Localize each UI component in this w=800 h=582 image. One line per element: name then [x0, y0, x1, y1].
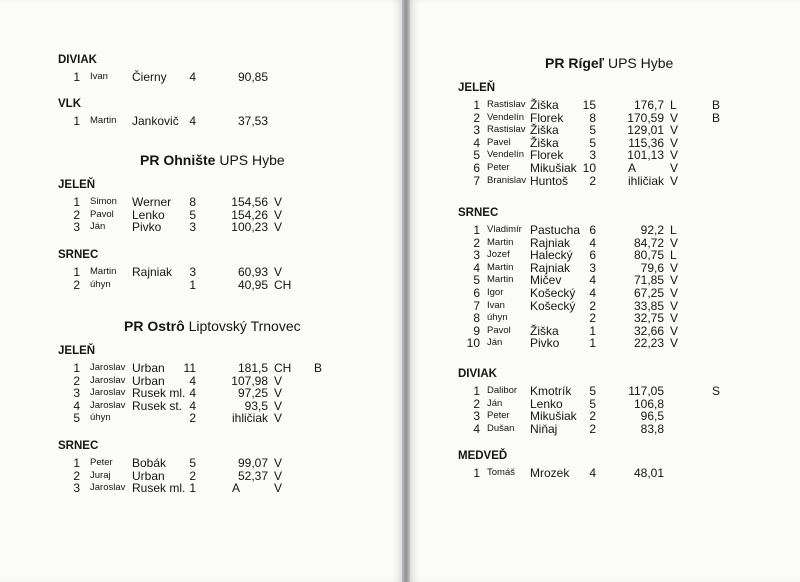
points-cell: 1	[589, 336, 596, 351]
points-cell: 4	[189, 386, 196, 401]
table-row	[458, 384, 721, 398]
last-name-cell: Niňaj	[530, 421, 558, 436]
points-cell: 4	[589, 466, 596, 480]
last-name-cell: Čierny	[132, 70, 167, 84]
rank-cell: 2	[73, 277, 80, 292]
game-category-heading: SRNEC	[58, 440, 99, 452]
table-row	[458, 336, 679, 351]
medal-mark-cell: V	[670, 123, 679, 138]
last-name-cell: Bobák	[132, 456, 167, 470]
rank-cell: 1	[473, 223, 480, 237]
points-cell: 2	[589, 409, 596, 424]
table-row	[58, 277, 292, 292]
medal-mark-cell: V	[670, 298, 679, 313]
rank-cell: 4	[473, 135, 480, 150]
points-cell: 4	[589, 235, 596, 250]
last-name-cell: Mrozek	[530, 466, 570, 480]
first-name-cell: Igor	[487, 286, 504, 298]
rank-cell: 7	[473, 298, 480, 313]
points-cell: 1	[189, 481, 196, 496]
first-name-cell: Peter	[90, 457, 113, 468]
first-name-cell: Martin	[487, 236, 514, 248]
points-cell: 4	[189, 398, 196, 413]
medal-mark-cell: V	[670, 311, 679, 326]
rank-cell: 5	[73, 411, 80, 426]
medal-mark-cell: V	[274, 373, 283, 388]
score-cell: 71,85	[633, 273, 664, 288]
rank-cell: 3	[473, 248, 480, 263]
first-name-cell: Simon	[90, 196, 117, 207]
score-cell: 181,5	[237, 361, 268, 375]
table-row	[458, 285, 679, 300]
score-cell: 67,25	[633, 285, 664, 300]
first-name-cell: Pavel	[487, 136, 511, 148]
first-name-cell: Jaroslav	[90, 387, 126, 399]
points-cell: 8	[189, 195, 196, 209]
score-cell: 83,8	[640, 421, 664, 436]
points-cell: 5	[189, 207, 196, 222]
score-cell: 22,23	[633, 336, 664, 351]
score-cell: 101,13	[627, 148, 664, 163]
last-name-cell: Pastucha	[530, 223, 581, 237]
first-name-cell: Ján	[487, 397, 503, 409]
last-name-cell: Urban	[132, 361, 165, 375]
last-name-cell: Pivko	[132, 220, 162, 235]
medal-mark-cell: V	[274, 481, 283, 496]
score-cell: ihličiak	[628, 173, 665, 188]
trophy-section	[58, 247, 292, 292]
first-name-cell: Ján	[487, 337, 503, 349]
medal-mark-cell: V	[274, 195, 283, 209]
trophy-section	[58, 438, 283, 496]
rank-cell: 3	[73, 481, 80, 496]
medal-mark-cell: V	[274, 220, 283, 235]
table-row	[458, 311, 679, 326]
points-cell: 10	[582, 160, 596, 175]
score-cell: 99,07	[237, 456, 268, 470]
score-cell: 154,56	[231, 195, 268, 209]
game-category-heading: DIVIAK	[458, 368, 497, 380]
last-name-cell: Rajniak	[132, 265, 173, 279]
medal-mark-cell: L	[670, 98, 677, 112]
table-row	[58, 195, 283, 209]
game-category-heading: JELEŇ	[58, 345, 96, 357]
last-name-cell: Urban	[132, 468, 165, 483]
first-name-cell: Martin	[487, 261, 514, 273]
points-cell: 4	[189, 114, 196, 128]
score-cell: 107,98	[231, 373, 268, 388]
table-row	[458, 466, 664, 480]
table-row	[58, 456, 283, 470]
rank-cell: 4	[473, 421, 480, 436]
medal-mark-cell: V	[274, 386, 283, 401]
last-name-cell: Rajniak	[530, 260, 571, 275]
last-name-cell: Mikušiak	[530, 160, 577, 175]
medal-mark-cell: CH	[274, 277, 292, 292]
first-name-cell: Peter	[487, 410, 510, 422]
extra-mark-cell: B	[314, 361, 323, 375]
hunting-ground-title	[140, 152, 285, 168]
medal-mark-cell: V	[274, 411, 283, 426]
first-name-cell: Jaroslav	[90, 399, 126, 411]
table-row	[58, 70, 268, 84]
medal-mark-cell: V	[670, 235, 679, 250]
table-row	[58, 386, 283, 401]
last-name-cell: Florek	[530, 110, 564, 125]
points-cell: 2	[589, 298, 596, 313]
first-name-cell: Jaroslav	[90, 362, 126, 373]
first-name-cell: Jaroslav	[90, 482, 126, 494]
table-row	[58, 220, 283, 235]
rank-cell: 1	[73, 265, 80, 279]
table-row	[58, 411, 283, 426]
extra-mark-cell: S	[712, 384, 721, 398]
score-cell: 84,72	[633, 235, 664, 250]
points-cell: 11	[183, 361, 196, 375]
score-cell: 100,23	[231, 220, 268, 235]
trophy-section	[458, 448, 664, 480]
points-cell: 2	[189, 468, 196, 483]
rank-cell: 4	[73, 398, 80, 413]
table-row	[58, 361, 323, 375]
rank-cell: 9	[473, 323, 480, 338]
medal-mark-cell: V	[274, 398, 283, 413]
score-cell: 117,05	[628, 384, 664, 398]
first-name-cell: Jaroslav	[90, 374, 126, 386]
table-row	[458, 248, 677, 263]
rank-cell: 3	[473, 123, 480, 138]
rank-cell: 6	[473, 285, 480, 300]
score-cell: 60,93	[237, 265, 268, 279]
rank-cell: 3	[73, 386, 80, 401]
hunting-ground-organization: UPS Hybe	[604, 55, 674, 71]
first-name-cell: Dušan	[487, 422, 515, 434]
game-category-heading: DIVIAK	[58, 54, 97, 66]
points-cell: 3	[189, 220, 196, 235]
rank-cell: 1	[473, 98, 480, 112]
last-name-cell: Rusek st.	[132, 398, 183, 413]
rank-cell: 1	[73, 114, 80, 128]
score-cell: 106,8	[633, 396, 664, 411]
rank-cell: 2	[73, 207, 80, 222]
hunting-ground-organization: UPS Hybe	[215, 152, 285, 168]
score-cell: 154,26	[231, 207, 268, 222]
rank-cell: 8	[473, 311, 480, 326]
points-cell: 6	[589, 248, 596, 263]
rank-cell: 5	[473, 148, 480, 163]
rank-cell: 3	[73, 220, 80, 235]
last-name-cell: Lenko	[530, 396, 563, 411]
first-name-cell: Rastislav	[487, 99, 526, 110]
hunting-ground-title	[545, 55, 673, 71]
rank-cell: 2	[73, 468, 80, 483]
rank-cell: 6	[473, 160, 480, 175]
first-name-cell: Ivan	[487, 299, 505, 311]
score-cell: 93,5	[244, 398, 268, 413]
rank-cell: 1	[73, 70, 80, 84]
last-name-cell: Florek	[530, 148, 564, 163]
extra-mark-cell: B	[712, 110, 721, 125]
points-cell: 4	[189, 373, 196, 388]
score-cell: A	[232, 481, 241, 496]
first-name-cell: Pavol	[487, 324, 511, 336]
points-cell: 6	[589, 223, 596, 237]
last-name-cell: Jankovič	[132, 114, 179, 128]
table-row	[458, 98, 721, 112]
first-name-cell: Peter	[487, 161, 510, 173]
table-row	[458, 160, 679, 175]
last-name-cell: Halecký	[530, 248, 573, 263]
score-cell: 79,6	[640, 260, 664, 275]
first-name-cell: úhyn	[90, 412, 111, 424]
score-cell: ihličiak	[232, 411, 269, 426]
last-name-cell: Košecký	[530, 298, 576, 313]
game-category-heading: MEDVEĎ	[458, 450, 508, 462]
last-name-cell: Košecký	[530, 285, 576, 300]
medal-mark-cell: L	[670, 223, 677, 237]
points-cell: 4	[589, 273, 596, 288]
trophy-section	[58, 52, 268, 84]
game-category-heading: JELEŇ	[58, 179, 96, 191]
first-name-cell: Vladimír	[487, 224, 522, 235]
medal-mark-cell: V	[274, 456, 283, 470]
points-cell: 15	[582, 98, 596, 112]
first-name-cell: Pavol	[90, 208, 114, 220]
first-name-cell: úhyn	[90, 278, 111, 290]
table-row	[458, 421, 664, 436]
points-cell: 5	[589, 123, 596, 138]
trophy-section	[58, 96, 268, 128]
rank-cell: 3	[473, 409, 480, 424]
first-name-cell: Vendelín	[487, 149, 524, 161]
medal-mark-cell: V	[670, 273, 679, 288]
score-cell: 176,7	[633, 98, 664, 112]
last-name-cell: Pivko	[530, 336, 560, 351]
points-cell: 5	[589, 135, 596, 150]
points-cell: 3	[589, 260, 596, 275]
first-name-cell: Martin	[90, 115, 117, 126]
table-row	[58, 481, 283, 496]
medal-mark-cell: V	[670, 173, 679, 188]
score-cell: 170,59	[627, 110, 664, 125]
medal-mark-cell: V	[670, 260, 679, 275]
game-category-heading: SRNEC	[458, 207, 499, 219]
last-name-cell: Werner	[132, 195, 172, 209]
last-name-cell: Rusek ml.	[132, 386, 186, 401]
rank-cell: 1	[473, 466, 480, 480]
score-cell: 48,01	[633, 466, 664, 480]
medal-mark-cell: V	[670, 110, 679, 125]
score-cell: 97,25	[237, 386, 268, 401]
game-category-heading: VLK	[58, 98, 81, 110]
first-name-cell: úhyn	[487, 312, 508, 324]
points-cell: 4	[189, 70, 196, 84]
hunting-ground-title	[124, 318, 301, 334]
medal-mark-cell: V	[670, 148, 679, 163]
medal-mark-cell: V	[670, 160, 679, 175]
medal-mark-cell: V	[670, 285, 679, 300]
first-name-cell: Tomáš	[487, 467, 515, 478]
table-row	[58, 114, 268, 128]
rank-cell: 4	[473, 260, 480, 275]
medal-mark-cell: V	[670, 323, 679, 338]
rank-cell: 2	[73, 373, 80, 388]
score-cell: 37,53	[237, 114, 268, 128]
rank-cell: 7	[473, 173, 480, 188]
rank-cell: 1	[73, 456, 80, 470]
medal-mark-cell: V	[670, 336, 679, 351]
trophy-section	[58, 343, 323, 426]
last-name-cell: Žiška	[530, 98, 559, 112]
last-name-cell: Žiška	[530, 323, 559, 338]
hunting-ground-name: PR Ostrô	[124, 318, 185, 334]
rank-cell: 10	[466, 336, 480, 351]
first-name-cell: Dalibor	[487, 385, 518, 396]
score-cell: 32,75	[633, 311, 664, 326]
table-row	[458, 173, 679, 188]
last-name-cell: Mičev	[530, 273, 562, 288]
right-page	[410, 0, 800, 582]
table-row	[58, 265, 283, 279]
points-cell: 3	[589, 148, 596, 163]
score-cell: 32,66	[633, 323, 664, 338]
table-row	[458, 223, 677, 237]
score-cell: 90,85	[237, 70, 268, 84]
rank-cell: 1	[73, 195, 80, 209]
points-cell: 4	[589, 285, 596, 300]
rank-cell: 1	[73, 361, 80, 375]
rank-cell: 2	[473, 396, 480, 411]
trophy-section	[58, 177, 283, 235]
first-name-cell: Martin	[90, 266, 117, 277]
last-name-cell: Žiška	[530, 135, 559, 150]
medal-mark-cell: V	[274, 207, 283, 222]
last-name-cell: Urban	[132, 373, 165, 388]
points-cell: 5	[589, 384, 596, 398]
hunting-ground-organization: Liptovský Trnovec	[184, 318, 301, 334]
hunting-ground-name: PR Rígeľ	[545, 55, 605, 71]
rank-cell: 2	[473, 235, 480, 250]
game-category-heading: JELEŇ	[458, 82, 496, 94]
score-cell: 33,85	[633, 298, 664, 313]
points-cell: 5	[589, 396, 596, 411]
hunting-ground-name: PR Ohnište	[140, 152, 216, 168]
score-cell: 129,01	[627, 123, 664, 138]
last-name-cell: Kmotrík	[530, 384, 572, 398]
last-name-cell: Rajniak	[530, 235, 571, 250]
game-category-heading: SRNEC	[58, 249, 99, 261]
rank-cell: 2	[473, 110, 480, 125]
points-cell: 1	[589, 323, 596, 338]
first-name-cell: Ivan	[90, 71, 108, 82]
points-cell: 2	[589, 173, 596, 188]
points-cell: 2	[589, 421, 596, 436]
trophy-section	[458, 205, 679, 351]
points-cell: 3	[189, 265, 196, 279]
rank-cell: 1	[473, 384, 480, 398]
score-cell: 115,36	[628, 135, 664, 150]
last-name-cell: Mikušiak	[530, 409, 577, 424]
first-name-cell: Vendelín	[487, 111, 524, 123]
score-cell: 52,37	[237, 468, 268, 483]
points-cell: 8	[589, 110, 596, 125]
last-name-cell: Žiška	[530, 123, 559, 138]
score-cell: 96,5	[640, 409, 664, 424]
first-name-cell: Martin	[487, 274, 514, 286]
points-cell: 2	[589, 311, 596, 326]
points-cell: 5	[189, 456, 196, 470]
rank-cell: 5	[473, 273, 480, 288]
table-row	[458, 409, 664, 424]
last-name-cell: Lenko	[132, 207, 165, 222]
points-cell: 1	[189, 277, 196, 292]
trophy-section	[458, 366, 721, 436]
medal-mark-cell: V	[670, 135, 679, 150]
score-cell: 40,95	[237, 277, 268, 292]
first-name-cell: Ján	[90, 221, 106, 233]
first-name-cell: Jozef	[487, 249, 510, 261]
medal-mark-cell: CH	[274, 361, 292, 375]
trophy-section	[458, 80, 721, 188]
score-cell: A	[628, 160, 637, 175]
right-page-content	[410, 0, 800, 582]
score-cell: 80,75	[633, 248, 664, 263]
points-cell: 2	[189, 411, 196, 426]
last-name-cell: Huntoš	[530, 173, 569, 188]
book-gutter	[402, 0, 410, 582]
medal-mark-cell: L	[670, 248, 677, 263]
medal-mark-cell: V	[274, 468, 283, 483]
table-row	[458, 123, 679, 138]
extra-mark-cell: B	[712, 98, 721, 112]
last-name-cell: Rusek ml.	[132, 481, 186, 496]
score-cell: 92,2	[640, 223, 664, 237]
first-name-cell: Branislav	[487, 174, 527, 186]
medal-mark-cell: V	[274, 265, 283, 279]
first-name-cell: Juraj	[90, 469, 111, 481]
first-name-cell: Rastislav	[487, 124, 526, 136]
